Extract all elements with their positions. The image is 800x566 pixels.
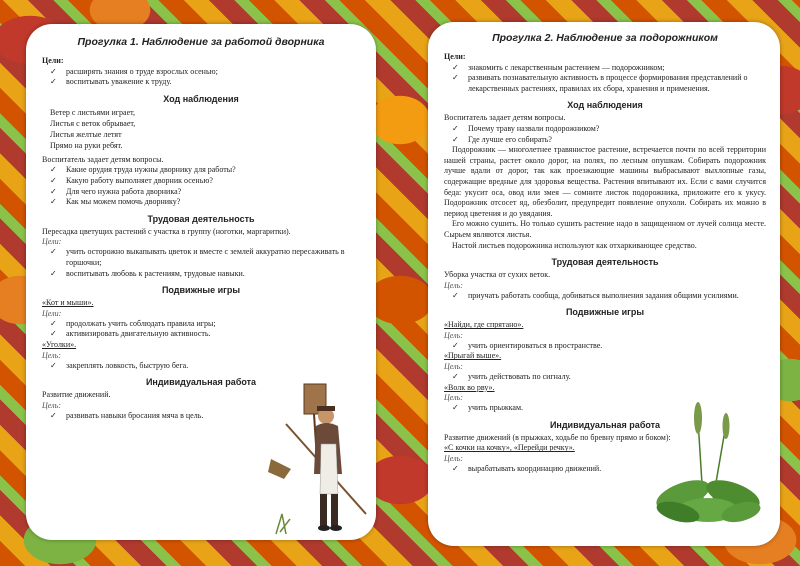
goals-label: Цели: [42,308,62,318]
section-heading: Подвижные игры [161,285,241,296]
goal-label: Цель: [444,393,463,403]
list-item: ✓ расширять знания о труде взрослых осенью; [42,67,360,78]
list-item: ✓ учить действовать по сигналу. [444,372,644,383]
list-item: ✓ учить осторожно выкапывать цветок и вместе с землей аккуратно пересаживать в горшочки; [42,247,360,268]
list-item: ✓ активизировать двигательную активность. [42,329,262,340]
page-title: Прогулка 1. Наблюдение за работой дворника [77,36,325,48]
teacher-asks: Воспитатель задает детям вопросы. [444,113,566,123]
left-page [26,24,376,540]
game-goals-list [42,319,262,340]
goals-list [444,63,766,95]
poem-line: Прямо на руки ребят. [50,140,123,150]
list-item: ✓ Почему траву назвали подорожником? [444,124,766,135]
section-heading: Индивидуальная работа [549,419,661,430]
list-item: ✓ развивать навыки бросания мяча в цель. [42,411,262,422]
labor-text: Уборка участка от сухих веток. [444,270,551,280]
list-item: ✓ Как мы можем помочь дворнику? [42,197,360,208]
list-item: ✓ воспитывать любовь к растениям, трудовые навыки. [42,269,360,280]
goals-label: Цели: [42,237,62,247]
poem-line: Листья желтые летят [50,129,122,139]
section-heading: Индивидуальная работа [145,377,257,388]
paragraph: Его можно сушить. Но только сушить растение надо в защищенном от лучей солнца месте. Сырьем являются листья. [444,219,766,239]
goal-label: Цель: [444,330,463,340]
teacher-asks: Воспитатель задает детям вопросы. [42,154,164,164]
plantain-illustration [653,400,763,530]
individual-goals-list [42,411,262,422]
paragraph: Подорожник — многолетнее травянистое растение, встречается почти по всей территории нашей страны, растет около дорог, на полях, по лесным опушкам. Собирать подорожник лучше вдали от дорог, так как проезжающие машины выбрасывают выхлопные газы, содержащие вредные для здоровья вещества. Растения впитывают их. Если с вами случится беда: укусит оса, овод или змея — сомните листок подорожника, приложите его к укусу. Подорожник отсосет яд, обезболит, предупредит появление опухоли. Собирать их можно в период цветения и до увядания. [444,145,766,218]
list-item: ✓ продолжать учить соблюдать правила игры; [42,319,262,330]
game-title: «Кот и мыши». [42,298,94,308]
game-goals-list [444,403,644,414]
poem-line: Ветер с листьями играет, [50,107,136,117]
list-item: ✓ развивать познавательную активность в процессе формирования представлений о лекарственных растениях, правилах их сбора, хранения и применения. [444,73,766,94]
goals-list [42,67,360,88]
game-goals-list [444,372,644,383]
page-title: Прогулка 2. Наблюдение за подорожником [492,32,718,44]
list-item: ✓ учить прыжкам. [444,403,644,414]
section-heading: Ход наблюдения [567,100,643,111]
questions-list [42,165,360,207]
game-title: «Волк во рву». [444,382,495,392]
goals-label: Цели: [42,56,64,65]
labor-goals-list [444,291,766,302]
goal-label: Цель: [444,280,463,290]
game-title: «Прыгай выше». [444,351,502,361]
paragraph: Настой листьев подорожника используют как отхаркивающее средство. [452,240,697,250]
individual-text: Развитие движений (в прыжках, ходьбе по бревну прямо и боком): [444,432,671,442]
right-page [428,22,780,546]
list-item: ✓ учить ориентироваться в пространстве. [444,341,644,352]
goal-label: Цель: [444,454,463,464]
poem [42,107,360,151]
goals-label: Цели: [444,52,466,61]
labor-text: Пересадка цветущих растений с участка в группу (ноготки, маргаритки). [42,226,291,236]
list-item: ✓ знакомить с лекарственным растением — подорожником; [444,63,766,74]
individual-games: «С кочки на кочку», «Перейди речку». [444,443,575,453]
individual-text: Развитие движений. [42,390,111,400]
goal-label: Цель: [444,362,463,372]
list-item: ✓ Для чего нужна работа дворника? [42,187,360,198]
section-heading: Подвижные игры [565,307,645,318]
list-item: ✓ закреплять ловкость, быструю бега. [42,361,262,372]
questions-list [444,124,766,145]
poem-line: Листья с веток обрывает, [50,118,136,128]
janitor-illustration [266,364,371,539]
section-heading: Трудовая деятельность [551,257,659,268]
list-item: ✓ Какие орудия труда нужны дворнику для работы? [42,165,360,176]
list-item: ✓ воспитывать уважение к труду. [42,77,360,88]
game-title: «Уголки». [42,339,77,349]
game-goals-list [42,361,262,372]
section-heading: Трудовая деятельность [147,213,255,224]
list-item: ✓ вырабатывать координацию движений. [444,464,766,475]
game-title: «Найди, где спрятано». [444,320,524,330]
labor-goals-list [42,247,360,279]
section-heading: Ход наблюдения [163,93,239,104]
list-item: ✓ приучать работать сообща, добиваться выполнения задания общими усилиями. [444,291,766,302]
list-item: ✓ Какую работу выполняет дворник осенью? [42,176,360,187]
goal-label: Цель: [42,400,61,410]
list-item: ✓ Где лучше его собирать? [444,135,766,146]
game-goals-list [444,341,644,352]
goal-label: Цель: [42,350,61,360]
